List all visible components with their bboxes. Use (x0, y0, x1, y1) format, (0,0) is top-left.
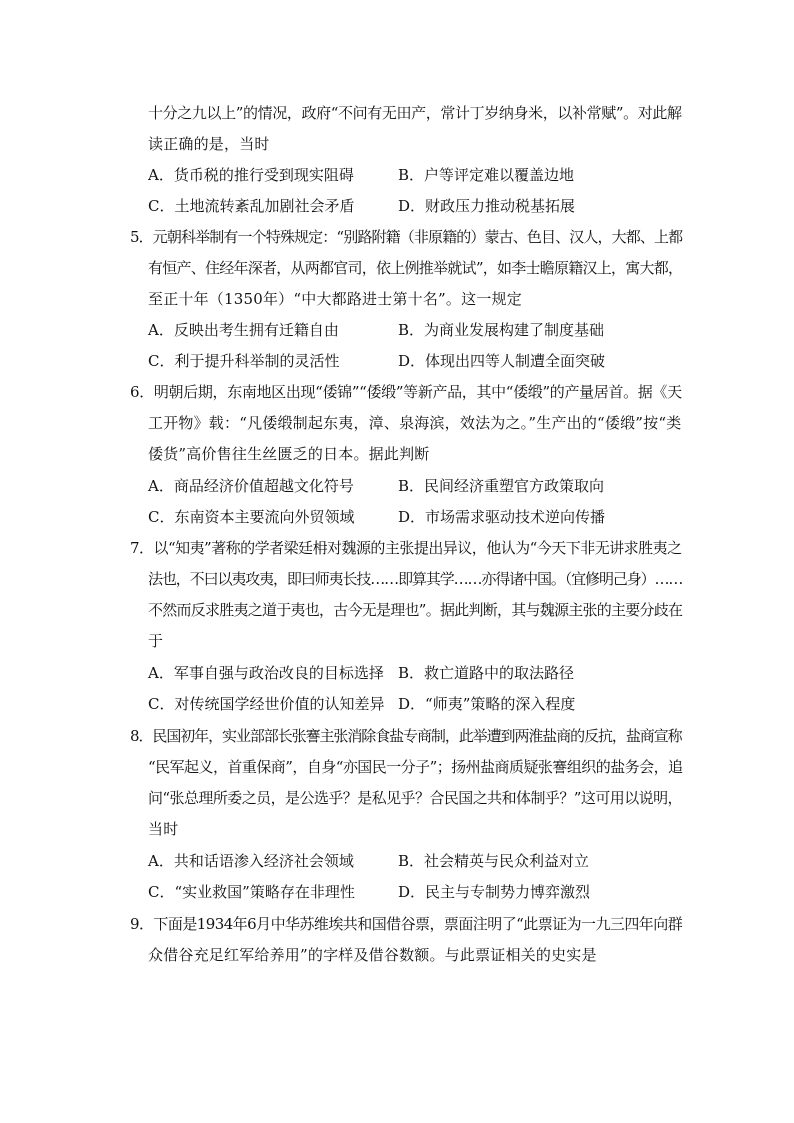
q5-option-c: C．利于提升科举制的灵活性 (148, 352, 340, 370)
q5-option-a: A．反映出考生拥有迁籍自由 (148, 321, 339, 339)
q6-option-b: B．民间经济重塑官方政策取向 (398, 477, 605, 495)
q5-option-d: D．体现出四等人制遭全面突破 (398, 352, 606, 370)
q7-line-3: 不然而反求胜夷之道于夷也，古今无是理也”。据此判断，其与魏源主张的主要分歧在 (148, 601, 683, 619)
q7-line-1: 7．以“知夷”著称的学者梁廷枏对魏源的主张提出异议，他认为“今天下非无讲求胜夷之 (130, 539, 682, 557)
q6-option-c: C．东南资本主要流向外贸领域 (148, 508, 355, 526)
q6-line-3: 倭货”高价售往生丝匮乏的日本。据此判断 (148, 445, 430, 463)
q4-option-d: D．财政压力推动税基拓展 (398, 197, 576, 215)
q4-option-c: C．土地流转紊乱加剧社会矛盾 (148, 197, 355, 215)
q9-line-1: 9．下面是1934年6月中华苏维埃共和国借谷票，票面注明了“此票证为一九三四年向群 (130, 915, 683, 933)
q8-line-2: “民军起义，首重保商”，自身“亦国民一分子”；扬州盐商质疑张謇组织的盐务会，追 (148, 758, 683, 776)
q8-option-d: D．民主与专制势力博弈激烈 (398, 883, 591, 901)
q5-line-2: 有恒产、住经年深者，从两都官司，依上例推举就试”，如李士瞻原籍汉上，寓大都， (148, 259, 683, 277)
q7-option-a: A．军事自强与政治改良的目标选择 (148, 664, 384, 682)
q6-line-2: 工开物》载：“凡倭缎制起东夷，漳、泉海滨，效法为之。”生产出的“倭缎”按“类 (148, 414, 682, 432)
q7-line-4: 于 (148, 632, 164, 650)
q4-line-2: 读正确的是，当时 (148, 135, 270, 153)
q9-line-2: 众借谷充足红军给养用”的字样及借谷数额。与此票证相关的史实是 (148, 946, 597, 964)
q8-option-c: C．“实业救国”策略存在非理性 (148, 883, 355, 901)
q4-option-a: A．货币税的推行受到现实阻碍 (148, 166, 354, 184)
q8-line-4: 当时 (148, 820, 179, 838)
q7-option-d: D．“师夷”策略的深入程度 (398, 695, 576, 713)
q8-option-b: B．社会精英与民众利益对立 (398, 852, 590, 870)
q5-line-3: 至正十年（1350年）“中大都路进士第十名”。这一规定 (148, 290, 522, 308)
q5-line-1: 5．元朝科举制有一个特殊规定：“别路附籍（非原籍的）蒙古、色目、汉人，大都、上都 (130, 228, 683, 246)
q8-line-3: 问“张总理所委之员，是公选乎？是私见乎？合民国之共和体制乎？”这可用以说明， (148, 789, 682, 807)
q5-option-b: B．为商业发展构建了制度基础 (398, 321, 605, 339)
q8-line-1: 8．民国初年，实业部部长张謇主张消除食盐专商制，此举遭到两淮盐商的反抗，盐商宣称 (130, 727, 682, 745)
q6-line-1: 6．明朝后期，东南地区出现“倭锦”“倭缎”等新产品，其中“倭缎”的产量居首。据《天 (130, 383, 682, 401)
q7-option-b: B．救亡道路中的取法路径 (398, 664, 575, 682)
q8-option-a: A．共和话语渗入经济社会领域 (148, 852, 354, 870)
q6-option-d: D．市场需求驱动技术逆向传播 (398, 508, 606, 526)
q7-line-2: 法也，不曰以夷攻夷，即曰师夷长技……即算其学……亦得诸中国。（宜修明己身）…… (148, 570, 683, 588)
q6-option-a: A．商品经济价值超越文化符号 (148, 477, 354, 495)
q4-option-b: B．户等评定难以覆盖边地 (398, 166, 575, 184)
q7-option-c: C．对传统国学经世价值的认知差异 (148, 695, 385, 713)
q4-line-1: 十分之九以上”的情况，政府“不问有无田产，常计丁岁纳身米，以补常赋”。对此解 (148, 104, 682, 122)
